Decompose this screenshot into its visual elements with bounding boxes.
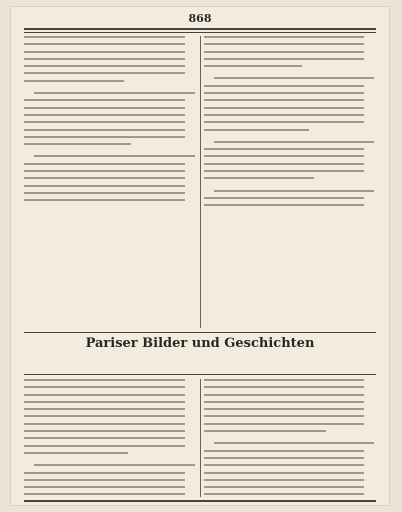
illegible-text-line [204, 51, 364, 53]
illegible-text-line [204, 58, 364, 60]
illegible-text-line [204, 99, 364, 101]
illegible-text-line [24, 423, 185, 425]
illegible-text-line [204, 197, 364, 199]
illegible-text-line [204, 408, 364, 410]
illegible-text-line [24, 99, 185, 101]
illegible-text-line [24, 177, 185, 179]
illegible-text-line [204, 107, 364, 109]
illegible-text-line [204, 464, 364, 466]
upper-left-column [24, 36, 197, 328]
illegible-text-line [24, 80, 124, 82]
illegible-text-line [204, 92, 364, 94]
illegible-text-line [24, 379, 185, 381]
illegible-text-line [24, 192, 185, 194]
illegible-text-line [24, 65, 185, 67]
illegible-text-line [204, 423, 364, 425]
illegible-text-line [24, 486, 185, 488]
illegible-text-line [24, 136, 185, 138]
illegible-text-line [24, 430, 185, 432]
illegible-text-line [204, 129, 309, 131]
illegible-text-line [34, 155, 195, 157]
illegible-text-line [24, 445, 185, 447]
illegible-text-line [204, 379, 364, 381]
illegible-text-line [24, 170, 185, 172]
section-rule-bottom [24, 374, 376, 375]
section-heading: Pariser Bilder und Geschichten [85, 336, 315, 351]
illegible-text-line [24, 437, 185, 439]
newspaper-page [10, 6, 390, 506]
illegible-text-line [204, 415, 364, 417]
page-header [24, 12, 376, 30]
illegible-text-line [24, 163, 185, 165]
illegible-text-line [24, 121, 185, 123]
illegible-text-line [24, 143, 131, 145]
illegible-text-line [24, 408, 185, 410]
illegible-text-line [24, 386, 185, 388]
illegible-text-line [214, 190, 374, 192]
illegible-text-line [204, 65, 302, 67]
illegible-text-line [204, 204, 364, 206]
illegible-text-line [214, 442, 374, 444]
illegible-text-line [24, 51, 185, 53]
illegible-text-line [204, 121, 364, 123]
illegible-text-line [204, 472, 364, 474]
illegible-text-line [24, 185, 185, 187]
illegible-text-line [204, 394, 364, 396]
illegible-text-line [24, 493, 185, 495]
lower-column-divider [200, 379, 201, 497]
illegible-text-line [204, 170, 364, 172]
illegible-text-line [24, 415, 185, 417]
illegible-text-line [34, 92, 195, 94]
illegible-text-line [24, 43, 185, 45]
lower-left-column [24, 379, 197, 497]
illegible-text-line [24, 107, 185, 109]
illegible-text-line [204, 430, 326, 432]
illegible-text-line [204, 163, 364, 165]
illegible-text-line [24, 58, 185, 60]
illegible-text-line [204, 479, 364, 481]
illegible-text-line [204, 36, 364, 38]
illegible-text-line [24, 199, 185, 201]
illegible-text-line [34, 464, 195, 466]
illegible-text-line [24, 72, 185, 74]
illegible-text-line [204, 177, 314, 179]
illegible-text-line [204, 486, 364, 488]
upper-right-column [204, 36, 376, 328]
lower-right-column [204, 379, 376, 497]
illegible-text-line [204, 386, 364, 388]
bottom-rule [24, 500, 376, 502]
illegible-text-line [214, 77, 374, 79]
illegible-text-line [204, 148, 364, 150]
illegible-text-line [24, 36, 185, 38]
illegible-text-line [24, 394, 185, 396]
illegible-text-line [204, 450, 364, 452]
illegible-text-line [24, 129, 185, 131]
illegible-text-line [24, 479, 185, 481]
illegible-text-line [24, 114, 185, 116]
illegible-text-line [204, 401, 364, 403]
illegible-text-line [24, 401, 185, 403]
page-number: 868 [188, 12, 212, 25]
illegible-text-line [24, 472, 185, 474]
illegible-text-line [204, 155, 364, 157]
illegible-text-line [204, 493, 364, 495]
illegible-text-line [204, 43, 364, 45]
illegible-text-line [204, 85, 364, 87]
section-rule-top [24, 332, 376, 333]
illegible-text-line [24, 452, 128, 454]
upper-column-divider [200, 36, 201, 328]
illegible-text-line [214, 141, 374, 143]
illegible-text-line [204, 114, 364, 116]
illegible-text-line [204, 457, 364, 459]
